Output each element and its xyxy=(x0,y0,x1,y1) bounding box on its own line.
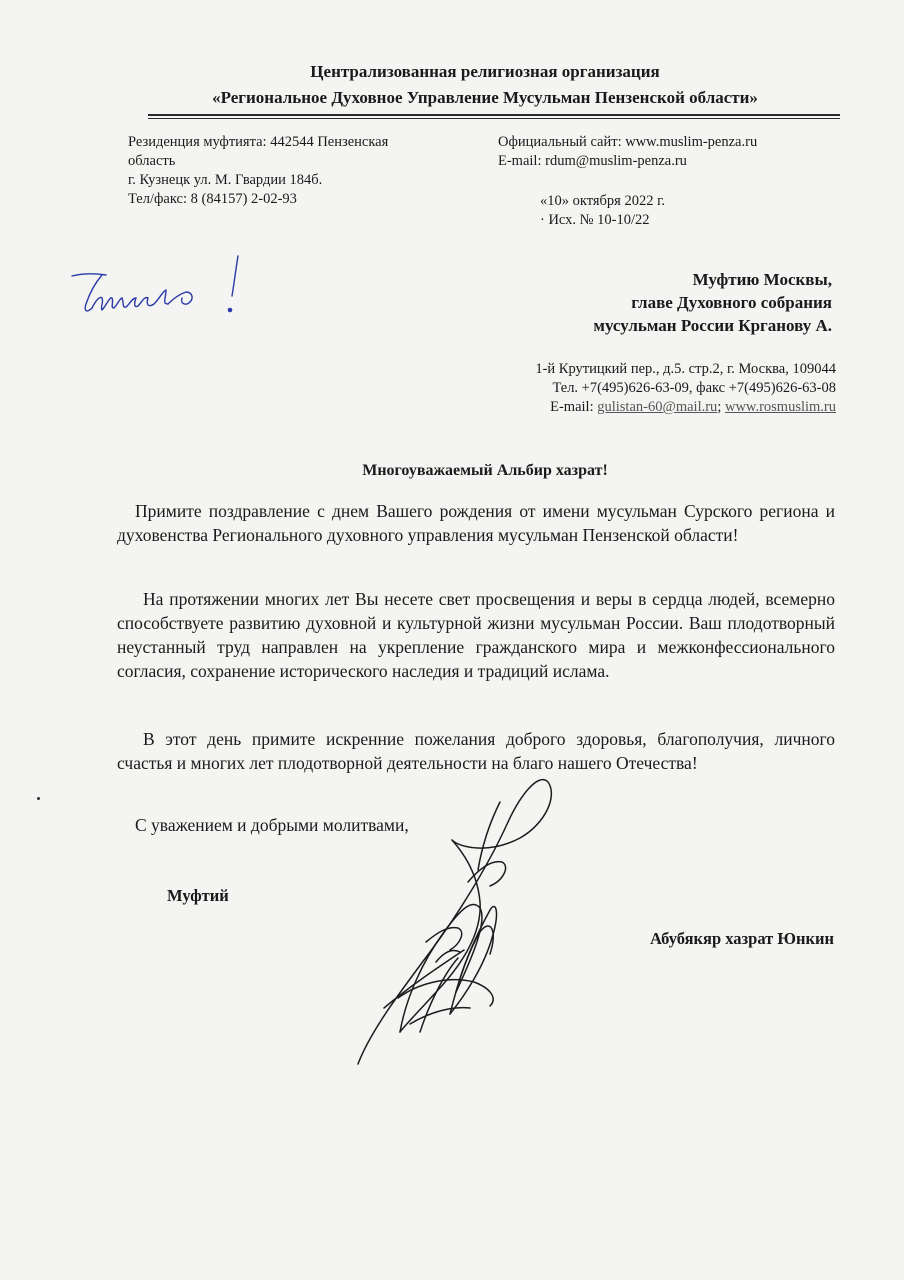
residence-address-line1: Резиденция муфтията: 442544 Пензенская xyxy=(128,134,389,150)
addressee-line2: главе Духовного собрания xyxy=(631,293,832,312)
organization-name: «Региональное Духовное Управление Мусульман Пензенской области» xyxy=(212,88,758,107)
addressee-phones: Тел. +7(495)626-63-09, факс +7(495)626-63-08 xyxy=(552,380,836,396)
addressee-block xyxy=(593,268,832,337)
addressee-email-line xyxy=(535,398,836,417)
organization-title: Централизованная религиозная организация xyxy=(310,62,660,81)
signer-position: Муфтий xyxy=(167,886,229,905)
signature xyxy=(340,762,570,1077)
signer-name: Абубякяр хазрат Юнкин xyxy=(650,929,834,948)
paragraph-3: В этот день примите искренние пожелания доброго здоровья, благополучия, личного счастья и многих лет плодотворной деятельности на благо нашего Отечества! xyxy=(117,729,835,773)
addressee-address xyxy=(535,360,836,417)
addressee-website-link[interactable]: www.rosmuslim.ru xyxy=(724,399,836,415)
email-prefix: E-mail: xyxy=(550,399,598,415)
header-rule-thin xyxy=(148,118,840,119)
addressee-email-link[interactable]: gulistan-60@mail.ru xyxy=(597,399,718,415)
closing-phrase: С уважением и добрыми молитвами, xyxy=(135,815,409,835)
handwritten-note-drawing xyxy=(62,248,262,328)
phone-fax: Тел/факс: 8 (84157) 2-02-93 xyxy=(128,191,297,207)
outgoing-number: · Исх. № 10-10/22 xyxy=(540,212,650,228)
official-email: E-mail: rdum@muslim-penza.ru xyxy=(498,153,687,169)
paragraph-2: На протяжении многих лет Вы несете свет просвещения и веры в сердца людей, всемерно способствуете развитию духовной и культурной жизни мусульман России. Ваш плодотворный неустанный труд направлен на укрепление гражданского мира и межконфессионального согласия, сохранение исторического наследия и традиций ислама. xyxy=(117,589,835,681)
residence-address-line3: г. Кузнецк ул. М. Гвардии 184б. xyxy=(128,172,323,188)
residence-contacts xyxy=(128,133,468,209)
email-separator: ; xyxy=(717,399,725,415)
handwritten-note xyxy=(62,248,262,333)
salutation: Многоуважаемый Альбир хазрат! xyxy=(362,462,608,479)
letter-date: «10» октября 2022 г. xyxy=(540,193,666,209)
official-website: Официальный сайт: www.muslim-penza.ru xyxy=(498,134,758,150)
addressee-line1: Муфтию Москвы, xyxy=(692,270,832,289)
header-rule xyxy=(148,114,840,116)
addressee-street: 1-й Крутицкий пер., д.5. стр.2, г. Москва, 109044 xyxy=(535,361,836,377)
addressee-line3: мусульман России Крганову А. xyxy=(593,316,832,335)
paragraph-1: Примите поздравление с днем Вашего рождения от имени мусульман Сурского региона и духовенства Регионального духовного управления мусульман Пензенской области! xyxy=(117,501,835,545)
online-contacts xyxy=(498,133,838,171)
residence-address-line2: область xyxy=(128,153,176,169)
scan-speck xyxy=(37,797,40,800)
signature-drawing xyxy=(340,762,570,1072)
